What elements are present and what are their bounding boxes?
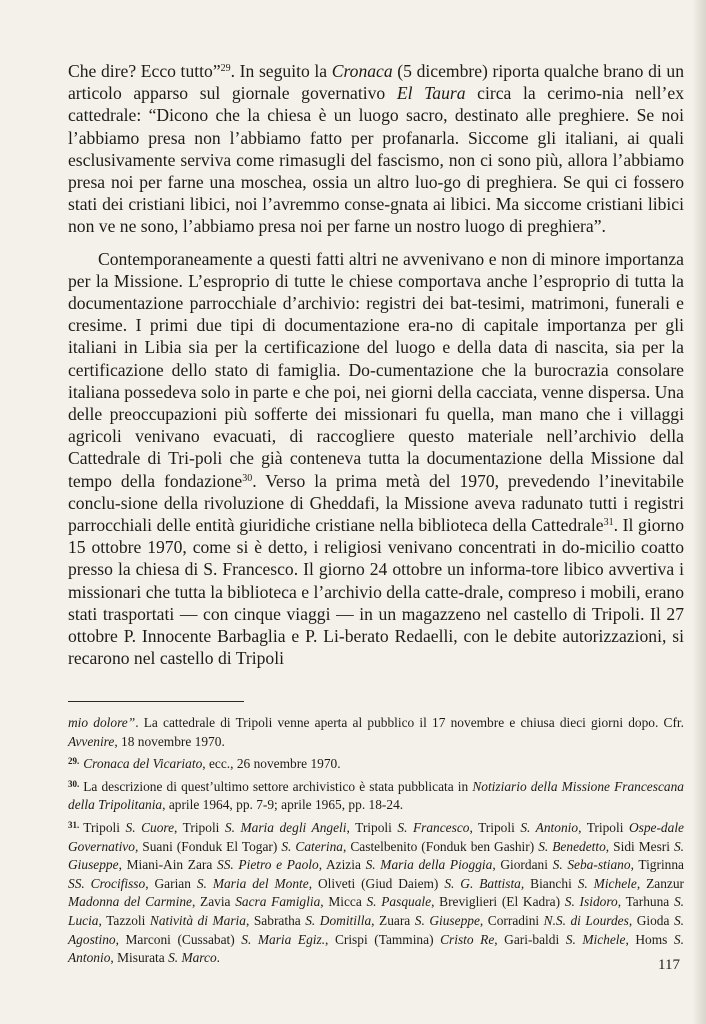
italic-text: Natività di Maria	[149, 912, 246, 928]
footnote	[68, 714, 684, 751]
text-run: , Breviglieri (El Kadra)	[431, 894, 565, 910]
italic-text: N.S. di Lourdes	[543, 912, 629, 928]
footnote-ref: 31	[603, 517, 614, 529]
text-run: , Giordani	[492, 857, 553, 873]
italic-text: Avvenire	[68, 733, 115, 749]
italic-text: S. Isidoro	[564, 894, 618, 910]
italic-text: S. Marco	[168, 950, 217, 966]
italic-text: S. Michele	[577, 875, 637, 891]
footnote-number: 31.	[68, 819, 80, 830]
text-run: Che dire? Ecco tutto”	[68, 61, 221, 81]
text-run: , Miani-Ain Zara	[118, 857, 218, 873]
italic-text: S. Caterina	[281, 838, 344, 854]
text-run: , Bianchi	[520, 875, 578, 891]
footnote-number: 30.	[68, 778, 80, 789]
text-run: circa la cerimo-nia nell’ex cattedrale: “Dicono che la chiesa è un luogo sacro, destinato alle preghiere. Se noi l’abbiamo presa non l’abbiamo fatto per profanarla. Siccome gli italiani, ai quali esclusivamente serviva come rimasugli del fascismo, non ci sono più, allora l’abbiamo presa noi per farne una moschea, ossia un altro luo-go di preghiera. Se qui ci fossero stati dei cristiani libici, noi l’avremmo conse-gnata ai libici. Ma siccome cristiani libici non ve ne sono, l’abbiamo presa noi per farne un nostro luogo di preghiera”.	[68, 83, 684, 237]
page-edge-shadow	[692, 0, 706, 1024]
text-run: Tripoli	[83, 819, 126, 835]
text-run: , Zanzur	[636, 875, 684, 891]
italic-text: S. Cuore	[125, 819, 175, 835]
text-run: , Suani (Fonduk El Togar)	[134, 838, 282, 854]
text-run: , Azizia	[318, 857, 366, 873]
italic-text: S. Pasquale	[366, 894, 432, 910]
text-run: . Il giorno 15 ottobre 1970, come si è detto, i religiosi venivano concentrati in do-micilio coatto presso la chiesa di S. Francesco. Il giorno 24 ottobre un informa-tore libico avvertiva i missionari che tutta la biblioteca e l’archivio della catte-drale, compreso i mobili, erano stati trasportati — con cinque viaggi — in un magazzeno nel castello di Tripoli. Il 27 ottobre P. Innocente Barbaglia e P. Li-berato Redaelli, con le debite autorizzazioni, si recarono nel castello di Tripoli	[68, 515, 684, 669]
text-run: , Gioda	[628, 912, 674, 928]
italic-text: Madonna del Carmine	[68, 894, 192, 910]
main-text	[68, 60, 684, 669]
italic-text: S. Domitilla	[305, 912, 372, 928]
italic-text: S. Seba-stiano	[552, 857, 631, 873]
italic-text: S. Maria Egiz.	[241, 931, 326, 947]
text-run: , Castelbenito (Fonduk ben Gashir)	[343, 838, 539, 854]
italic-text: S. Benedetto	[538, 838, 606, 854]
text-run: , Garian	[145, 875, 197, 891]
italic-text: Sacra Famiglia	[235, 894, 321, 910]
footnote	[68, 819, 684, 968]
italic-text: S. G. Battista	[444, 875, 521, 891]
text-run: , Tripoli	[346, 819, 398, 835]
text-run: La descrizione di quest’ultimo settore archivistico è stata pubblicata in	[83, 778, 473, 794]
italic-text: S. Maria della Pioggia	[365, 857, 493, 873]
footnote	[68, 755, 684, 774]
italic-text: S. Agostino	[68, 912, 684, 947]
text-run: , Tarhuna	[617, 894, 674, 910]
italic-text: Cronaca del Vicariato	[83, 756, 203, 772]
text-run: , Crispi (Tammina)	[325, 931, 441, 947]
footnote-ref: 30	[242, 472, 253, 484]
italic-text: S. Maria degli Angeli	[224, 819, 347, 835]
text-run: , Corradini	[479, 912, 544, 928]
text-run: , Oliveti (Giud Daiem)	[308, 875, 445, 891]
text-run: , ecc., 26 novembre 1970.	[202, 756, 341, 772]
text-run: , Tazzoli	[98, 912, 150, 928]
footnote-separator	[68, 701, 244, 702]
text-run: , Zuara	[371, 912, 415, 928]
italic-text: Cristo Re	[440, 931, 495, 947]
italic-text: SS. Pietro e Paolo	[217, 857, 319, 873]
text-run: , Homs	[625, 931, 674, 947]
text-run: , Micca	[320, 894, 367, 910]
italic-text: S. Giuseppe	[414, 912, 480, 928]
text-run: , Tripoli	[469, 819, 521, 835]
text-run: . Verso la prima metà del 1970, prevedendo l’inevitabile conclu-sione della rivoluzione di Gheddafi, la Missione aveva radunato tutti i registri parrocchiali delle entità giuridiche cristiane nella biblioteca della Cattedrale	[68, 470, 684, 536]
italic-text: S. Giuseppe	[68, 838, 685, 873]
italic-text: Ospe-dale Governativo	[68, 819, 684, 854]
footnote-ref: 29	[220, 63, 231, 74]
footnote-number: 29.	[68, 756, 80, 767]
text-run: .	[216, 950, 221, 966]
text-run: Contemporaneamente a questi fatti altri ne avvenivano e non di minore importanza per la Missione. L’esproprio di tutte le chiese comportava anche l’esproprio di tutta la documentazione parrocchiale d’archivio: registri dei bat-tesimi, matrimoni, funerali e cresime. I primi due tipi di documentazione era-no di capitale importanza per gli italiani in Libia sia per la certificazione del luogo e della data di nascita, sia per la certificazione dello stato di famiglia. Do-cumentazione che la burocrazia consolare italiana possedeva solo in parte e che poi, nei giorni della cacciata, venne dispersa. Una delle preoccupazioni più sofferte dei missionari fu quella, man mano che i villaggi agricoli venivano evacuati, di raccogliere questo materiale nell’archivio della Cattedrale di Tri-poli che già conteneva tutta la documentazione della Missione dal tempo della fondazione	[68, 248, 684, 491]
text-run: , Misurata	[110, 950, 169, 966]
text-run: , Sidi Mesri	[605, 838, 674, 854]
italic-text: S. Michele	[565, 931, 626, 947]
text-run: , Zavia	[191, 894, 236, 910]
italic-text: S. Maria del Monte	[196, 875, 309, 891]
italic-text: S. Antonio	[520, 819, 579, 835]
text-run: , Tigrinna	[630, 857, 684, 873]
text-run: . La cattedrale di Tripoli venne aperta al pubblico il 17 novembre e chiusa dieci giorni dopo. Cfr.	[135, 715, 684, 730]
text-run: , 18 novembre 1970.	[114, 733, 225, 749]
text-run: , Tripoli	[578, 819, 629, 835]
footnote	[68, 778, 684, 815]
text-run: (5 dicembre) riporta qualche brano di un articolo apparso sul giornale governativo	[68, 61, 684, 104]
italic-text: El Taura	[396, 83, 466, 104]
italic-text: Cronaca	[331, 61, 393, 81]
italic-text: mio dolore”	[68, 715, 136, 730]
text-run: , aprile 1964, pp. 7-9; aprile 1965, pp. 18-24.	[162, 797, 404, 813]
italic-text: SS. Crocifisso	[68, 875, 146, 891]
body-paragraph	[68, 60, 684, 238]
footnotes	[68, 714, 684, 968]
text-run: , Gari-baldi	[494, 931, 566, 947]
text-run: . In seguito la	[230, 61, 332, 81]
body-paragraph	[68, 248, 684, 670]
text-run: , Tripoli	[174, 819, 225, 835]
italic-text: S. Antonio	[68, 931, 684, 966]
text-run: , Marconi (Cussabat)	[115, 931, 242, 947]
text-run: , Sabratha	[245, 912, 306, 928]
page-number: 117	[658, 957, 680, 973]
italic-text: S. Lucia	[68, 894, 684, 928]
italic-text: S. Francesco	[397, 819, 470, 835]
italic-text: Notiziario della Missione Francescana della Tripolitania	[68, 778, 684, 813]
